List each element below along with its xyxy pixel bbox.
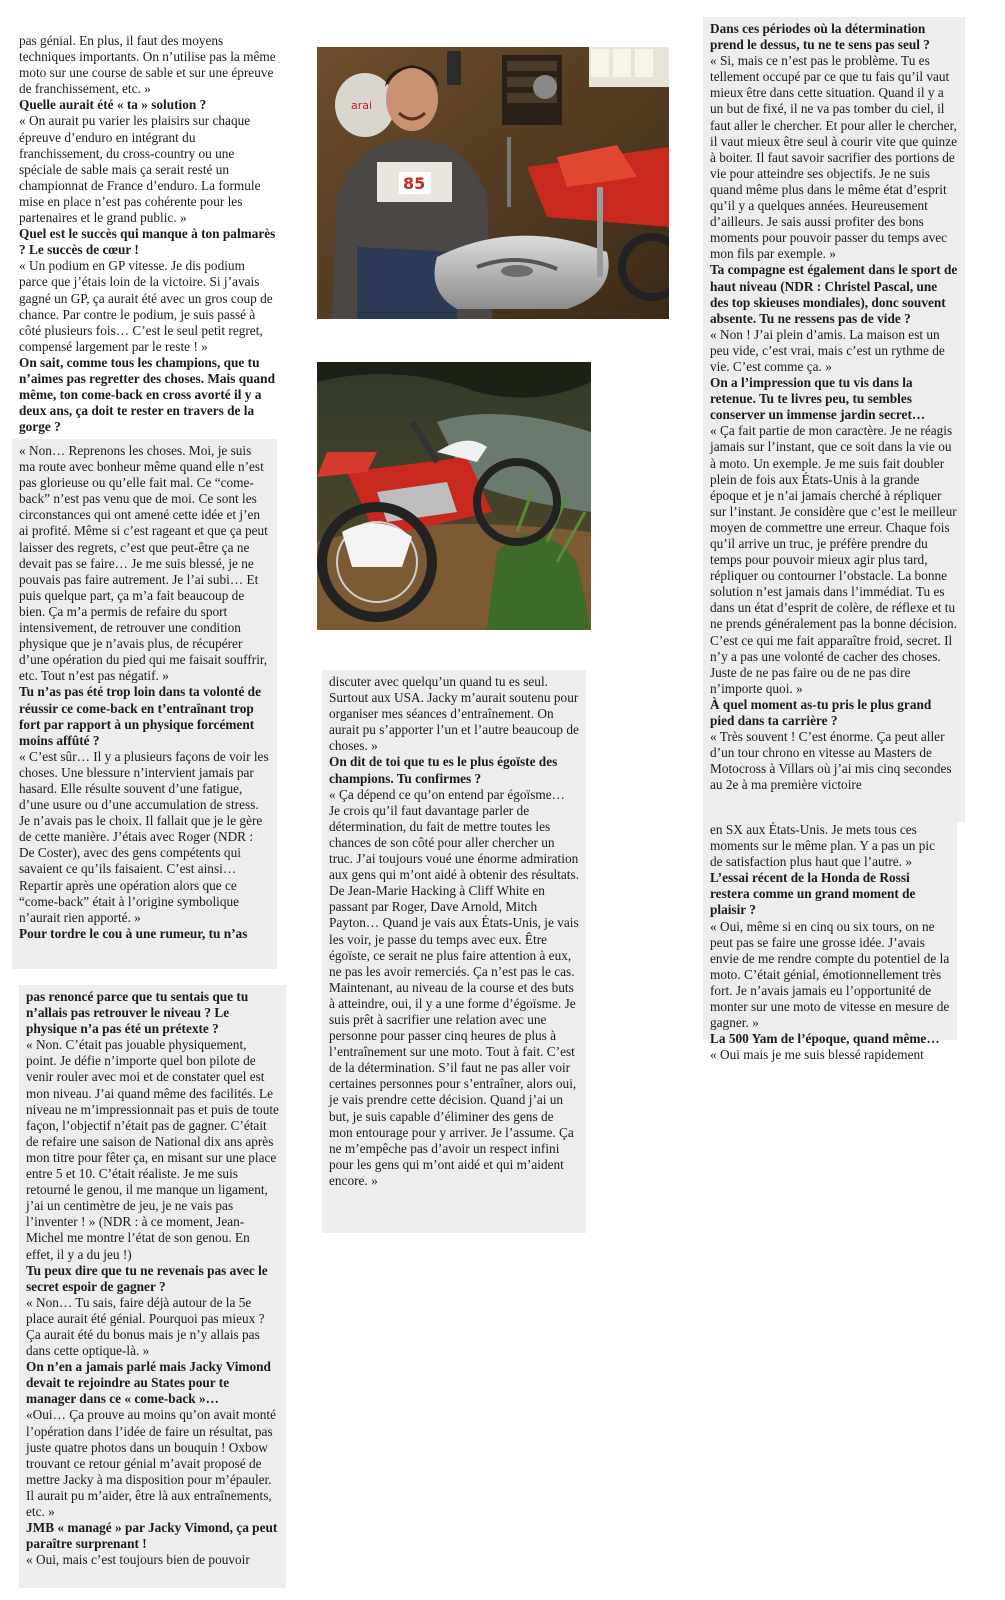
interview-answer: « Oui, mais c’est toujours bien de pouvoir (26, 1552, 250, 1568)
column-2 (322, 670, 586, 1233)
column-1-middle (12, 439, 277, 969)
interview-question: Dans ces périodes où la détermination prend le dessus, tu ne te sens pas seul ? (710, 21, 930, 53)
column-1-bottom (19, 985, 286, 1588)
interview-question: Tu peux dire que tu ne revenais pas avec le secret espoir de gagner ? (26, 1262, 268, 1294)
interview-question: JMB « managé » par Jacky Vimond, ça peut paraître surprenant ! (26, 1520, 278, 1552)
interview-question: Quel est le succès qui manque à ton palmarès ? Le succès de cœur ! (19, 226, 276, 258)
helmet-brand: arai (351, 99, 373, 112)
interview-answer: «Oui… Ça prouve au moins qu’on avait monté l’opération dans l’idée de faire un résultat, pas juste quatre photos dans un bouquin ! Oxbow trouvant ce retour génial m’avait proposé de mettre Jacky à ma disposition pour m’épauler. Il aurait pu m’aider, être là aux entraînements, etc. » (26, 1407, 277, 1519)
interview-question: On a l’impression que tu vis dans la retenue. Tu te livres peu, tu sembles conserver un immense jardin secret… (710, 375, 926, 423)
interview-question: On sait, comme tous les champions, que tu n’aimes pas regretter des choses. Mais quand même, ton come-back en cross avorté il y a deux ans, ça doit te rester en travers de la gorge ? (19, 354, 275, 435)
interview-answer: pas génial. En plus, il faut des moyens techniques importants. On n’utilise pas la même moto sur une course de sable et sur une épreuve de franchissement, etc. » (19, 33, 276, 97)
interview-answer: « Très souvent ! C’est énorme. Ça peut aller d’un tour chrono en vitesse au Masters de Motocross à Villars où j’ai mis cinq secondes au 2e à ma première victoire (710, 729, 952, 793)
interview-answer: « Non… Tu sais, faire déjà autour de la 5e place aurait été génial. Pourquoi pas mieux ? Ça aurait été du bonus mais je n’y allais pas dans cette optique-là. » (26, 1294, 265, 1359)
sweater-number: 85 (403, 174, 426, 193)
interview-answer: discuter avec quelqu’un quand tu es seul. Surtout aux USA. Jacky m’aurait soutenu pour organiser mes séances d’entraînement. On aurait pu s’apporter l’un et l’autre beaucoup de choses. » (329, 674, 579, 754)
interview-answer: en SX aux États-Unis. Je mets tous ces moments sur le même plan. Y a pas un pic de satisfaction plus haut que l’autre. » (710, 822, 936, 870)
interview-answer: « Ça fait partie de mon caractère. Je ne réagis jamais sur l’instant, que ce soit dans la vie ou à moto. Un exemple. Je me suis fait doubler plein de fois aux États-Unis à la grande époque et je n’ai jamais cherché à répliquer sur l’instant. Je considère que c’est le meilleur moyen de commettre une erreur. Chaque fois qu’il arrive un truc, je préfère prendre du temps pour pouvoir mieux agir plus tard, répliquer ou contourner l’obstacle. La bonne solution n’est jamais dans l’immédiat. Tu es dans un état d’esprit de colère, de réflexe et tu ne prends généralement pas la bonne décision. C’est ce qui me fait apparaître froid, secret. Il n’y a pas une volonté de cacher des choses. Juste de ne pas faire ou de ne pas dire n’importe quoi. » (710, 423, 958, 696)
interview-question: Tu n’as pas été trop loin dans ta volonté de réussir ce come-back en t’entraînant trop fort par rapport à un physique forcément moins affûté ? (19, 684, 261, 748)
photo-rider-garage (317, 47, 669, 319)
interview-answer: « Ça dépend ce qu’on entend par égoïsme… Je crois qu’il faut davantage parler de détermination, du fait de mettre toutes les chances de son côté pour aller chercher un truc. J’ai toujours voué une énorme admiration aux gens qui m’ont aidé à obtenir des résultats. De Jean-Marie Hacking à Cliff White en passant par Roger, Dave Arnold, Mitch Payton… Quand je vais aux États-Unis, je vais les voir, je passe du temps avec eux. Être égoïste, ce serait ne plus faire attention à eux, ne pas les avoir remerciés. Ça n’est pas le cas. Maintenant, au niveau de la course et des buts à atteindre, oui, il y a une forme d’égoïsme. Je suis prêt à sacrifier une relation avec une personne pour passer cinq heures de plus à l’entraînement sur une moto. Tout à fait. C’est de la détermination. S’il faut ne pas aller voir certaines personnes pour s’entraîner, alors oui, je vais prendre cette décision. Quand j’ai un but, je suis capable d’éliminer des gens de mon entourage pour y arriver. Je l’assume. Ça ne m’empêche pas d’avoir un respect infini pour les gens qui m’ont aidé et qui m’aident encore. » (329, 786, 579, 1188)
interview-answer: « On aurait pu varier les plaisirs sur chaque épreuve d’enduro en intégrant du franchissement, du cross-country ou une spéciale de sable mais ça serait resté un championnat de France d’enduro. La formule mise en place n’est pas cohérente pour les partenaires et le grand public. » (19, 113, 261, 226)
interview-question: À quel moment as-tu pris le plus grand pied dans ta carrière ? (710, 696, 932, 729)
interview-question: Pour tordre le cou à une rumeur, tu n’as (19, 925, 248, 941)
interview-question: Ta compagne est également dans le sport de haut niveau (NDR : Christel Pascal, une des top skieuses mondiales), donc souvent absente. Tu ne ressens pas de vide ? (710, 262, 958, 326)
interview-answer: « C’est sûr… Il y a plusieurs façons de voir les choses. Une blessure n’intervient jamais par hasard. Elle résulte souvent d’une fatigue, d’une usure ou d’une accumulation de stress. Je n’avais pas le choix. Il fallait que je le gère de cette manière. J’étais avec Roger (NDR : De Coster), avec des gens compétents qui savaient ce qu’ils faisaient. C’est ainsi… Repartir après une opération alors que ce “come-back” était à l’origine symbolique n’aurait rien apporté. » (19, 748, 269, 925)
column-1-top (19, 33, 277, 435)
interview-question: On dit de toi que tu es le plus égoïste des champions. Tu confirmes ? (329, 754, 558, 786)
column-3-bottom (703, 818, 957, 1063)
interview-answer: « Oui mais je me suis blessé rapidement (710, 1047, 924, 1063)
interview-answer: « Non ! J’ai plein d’amis. La maison est un peu vide, c’est vrai, mais c’est un rythme de vie. C’est comme ça. » (710, 326, 945, 374)
interview-answer: « Si, mais ce n’est pas le problème. Tu es tellement occupé par ce que tu fais qu’il vaut mieux être dans cette situation. Quand il y a un but de fixé, il ne va pas tomber du ciel, il faut aller le chercher. Et pour aller le chercher, il vaut mieux être seul à courir vite que quinze à boiter. Il faut savoir sacrifier des portions de vie pour atteindre ses objectifs. Je ne suis quand même plus dans le même état d’esprit qu’il y a quelques années. Heureusement d’ailleurs. Je sais aussi profiter des bons moments pour pouvoir passer du temps avec mon fils par exemple. » (710, 53, 958, 262)
interview-question: La 500 Yam de l’époque, quand même… (710, 1031, 940, 1047)
photo-dirt-bike (317, 362, 591, 630)
interview-answer: « Non… Reprenons les choses. Moi, je suis ma route avec bonheur même quand elle n’est pas glorieuse ou qu’elle fait mal. Ce “come-back” n’est pas venu que de moi. Ce sont les circonstances qui ont amené cette idée et j’en ai profité. Même si c’est rageant et que ça peut laisser des regrets, c’est que peut-être ça ne devait pas se faire… Je me suis blessé, je ne pouvais pas faire autrement. Je l’ai subi… Et puis quelque part, ça m’a fait beaucoup de bien. Ça m’a permis de refaire du sport intensivement, de retrouver une condition physique que je n’avais plus, de récupérer d’une opération du pied qui me faisait souffrir, etc. Tout n’est pas négatif. » (19, 443, 268, 684)
interview-question: Quelle aurait été « ta » solution ? (19, 97, 207, 113)
column-3-top (703, 17, 965, 822)
interview-answer: « Un podium en GP vitesse. Je dis podium parce que j’étais loin de la victoire. Si j’avais gagné un GP, ça aurait été avec un gros coup de chance. Par contre le podium, je suis passé à côté plusieurs fois… C’est le seul petit regret, compensé largement par le reste ! » (19, 258, 273, 354)
interview-answer: « Oui, même si en cinq ou six tours, on ne peut pas se faire une grosse idée. J’avais envie de me rendre compte du potentiel de la moto. C’était génial, émotionnellement très fort. Je n’avais jamais eu l’opportunité de monter sur une moto de vitesse en mesure de gagner. » (710, 918, 950, 1031)
interview-question: L’essai récent de la Honda de Rossi restera comme un grand moment de plaisir ? (710, 870, 916, 918)
interview-question: On n’en a jamais parlé mais Jacky Vimond devait te rejoindre au States pour te manager dans ce « come-back »… (26, 1359, 271, 1407)
interview-answer: « Non. C’était pas jouable physiquement, point. Je défie n’importe quel bon pilote de venir rouler avec moi et de constater quel est mon niveau. J’ai quand même des facilités. Le niveau ne m’impressionnait pas et puis de toute façon, l’objectif n’était pas de gagner. C’était de refaire une saison de National dix ans après mon titre pour fêter ça, en misant sur une place entre 5 et 10. C’était réaliste. Je me suis retourné le genou, il me manque un ligament, j’ai un centimètre de jeu, je ne vais pas l’inventer ! » (NDR : à ce moment, Jean-Michel me montre l’état de son genou. En effet, il y a du jeu !) (26, 1037, 279, 1262)
interview-question: pas renoncé parce que tu sentais que tu n’allais pas retrouver le niveau ? Le physique n’a pas été un prétexte ? (26, 989, 249, 1037)
